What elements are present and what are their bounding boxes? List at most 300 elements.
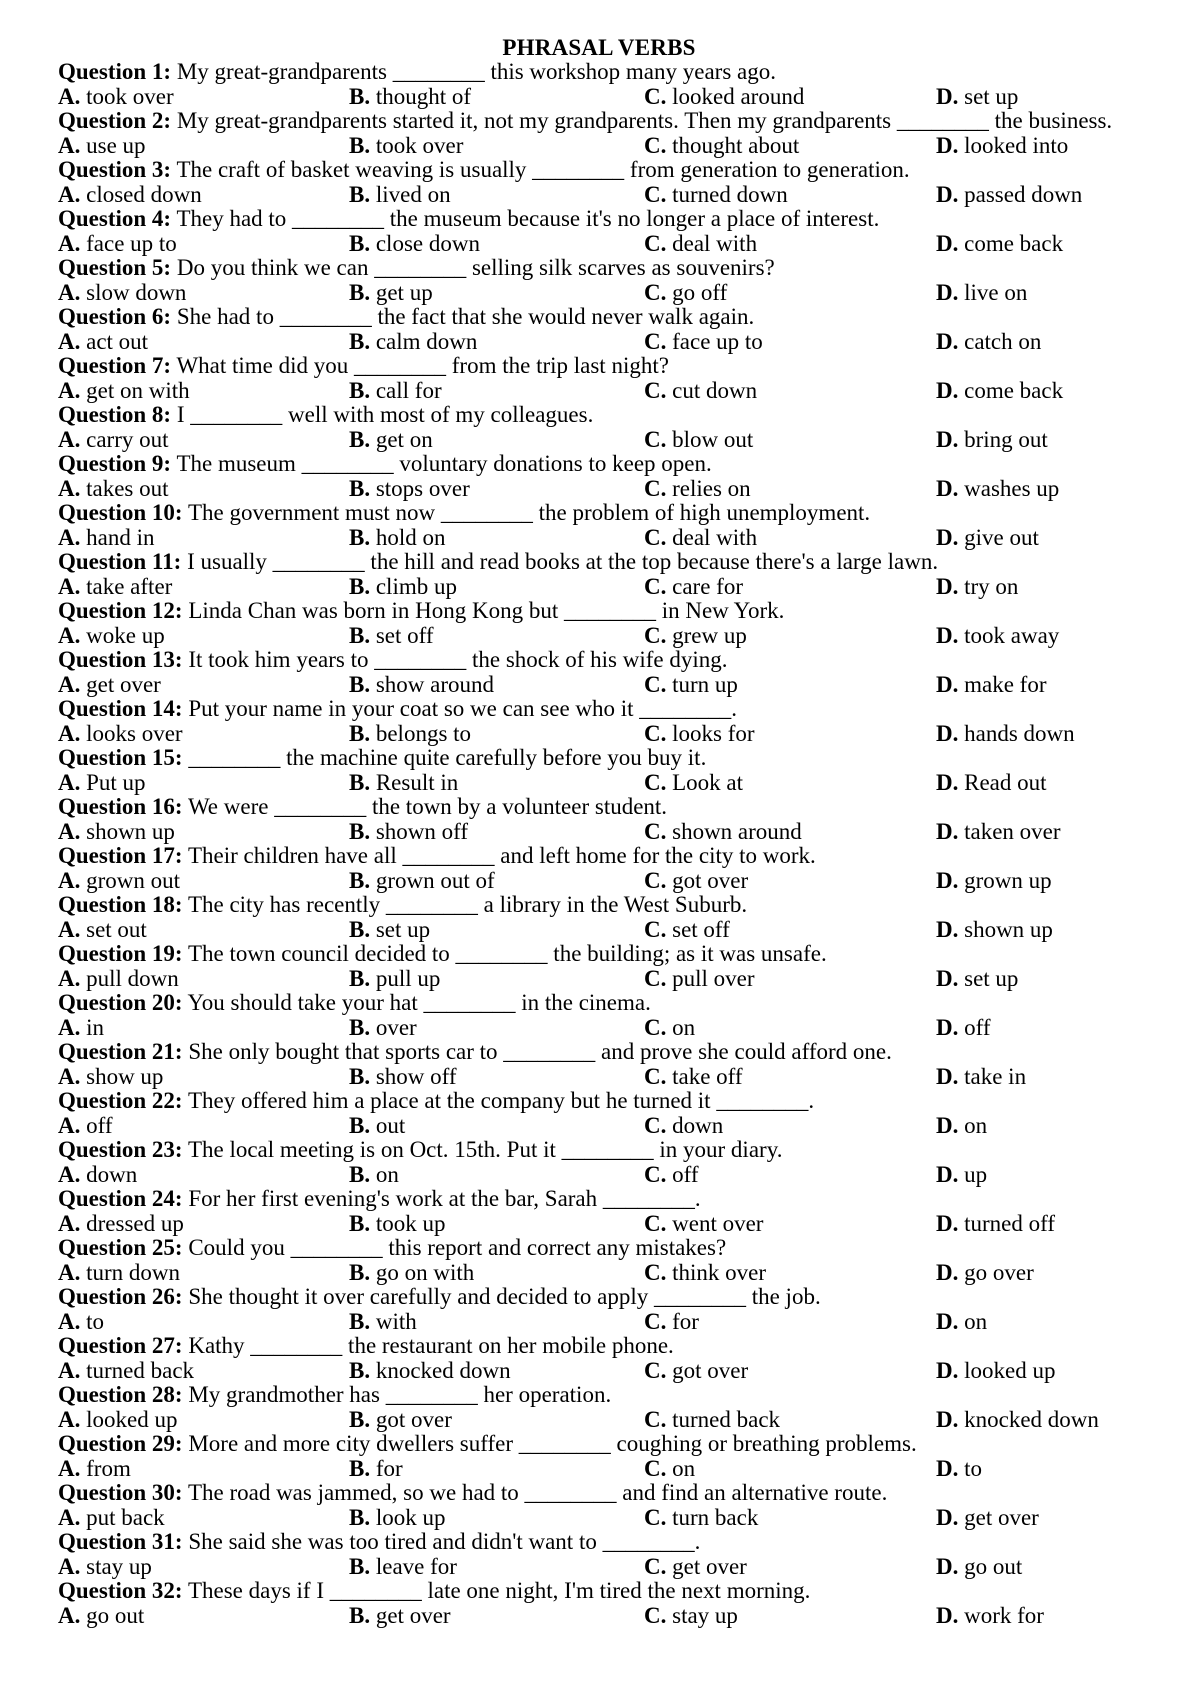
option-letter: B. (349, 867, 371, 893)
answer-options (58, 1212, 1140, 1237)
question-text: She had to ________ the fact that she would never walk again. (176, 304, 755, 329)
option-c (644, 1114, 723, 1139)
option-b (349, 330, 477, 355)
option-d (936, 1261, 1034, 1286)
option-text: took over (86, 83, 174, 109)
answer-options (58, 379, 1140, 404)
option-letter: A. (58, 181, 81, 207)
option-b (349, 1114, 405, 1139)
question-number: Question 17: (58, 843, 183, 868)
option-b (349, 918, 430, 943)
option-letter: A. (58, 1014, 81, 1040)
option-text: Look at (672, 769, 744, 795)
option-letter: A. (58, 279, 81, 305)
question-number: Question 32: (58, 1578, 183, 1603)
option-text: blow out (672, 426, 754, 452)
option-text: set up (375, 916, 431, 942)
option-text: grown out (86, 867, 181, 893)
option-letter: D. (936, 132, 959, 158)
option-d (936, 526, 1039, 551)
option-c (644, 1212, 763, 1237)
option-text: on (672, 1455, 696, 1481)
question-block (58, 207, 1140, 256)
option-a (58, 428, 169, 453)
option-a (58, 379, 190, 404)
option-d (936, 1114, 987, 1139)
option-text: call for (375, 377, 442, 403)
option-b (349, 1016, 417, 1041)
question-number: Question 26: (58, 1284, 183, 1309)
option-text: hands down (964, 720, 1075, 746)
question-block (58, 648, 1140, 697)
option-text: stay up (86, 1553, 152, 1579)
question-number: Question 22: (58, 1088, 183, 1113)
option-letter: D. (936, 1602, 959, 1628)
option-text: to (86, 1308, 105, 1334)
option-text: put back (86, 1504, 165, 1530)
option-b (349, 1065, 457, 1090)
option-text: get over (375, 1602, 451, 1628)
option-c (644, 918, 730, 943)
option-letter: B. (349, 1357, 371, 1383)
option-d (936, 575, 1018, 600)
option-b (349, 232, 480, 257)
option-text: set off (375, 622, 434, 648)
option-d (936, 1212, 1055, 1237)
option-letter: B. (349, 622, 371, 648)
option-letter: B. (349, 720, 371, 746)
option-text: catch on (964, 328, 1042, 354)
question-stem (58, 60, 1140, 85)
question-number: Question 24: (58, 1186, 183, 1211)
option-text: thought of (375, 83, 472, 109)
option-text: took away (964, 622, 1060, 648)
option-text: off (86, 1112, 113, 1138)
option-letter: A. (58, 573, 81, 599)
option-text: grown out of (375, 867, 495, 893)
option-letter: C. (644, 230, 667, 256)
question-text: The museum ________ voluntary donations to keep open. (176, 451, 712, 476)
option-letter: B. (349, 573, 371, 599)
question-number: Question 12: (58, 598, 183, 623)
option-c (644, 281, 727, 306)
option-text: carry out (86, 426, 169, 452)
option-letter: C. (644, 1504, 667, 1530)
option-letter: D. (936, 83, 959, 109)
option-text: turn back (672, 1504, 759, 1530)
question-number: Question 1: (58, 59, 172, 84)
option-letter: B. (349, 916, 371, 942)
question-text: They had to ________ the museum because it's no longer a place of interest. (176, 206, 880, 231)
option-letter: D. (936, 671, 959, 697)
option-letter: A. (58, 426, 81, 452)
option-text: went over (672, 1210, 764, 1236)
option-text: go out (964, 1553, 1023, 1579)
question-number: Question 7: (58, 353, 172, 378)
question-stem (58, 354, 1140, 379)
option-letter: A. (58, 377, 81, 403)
option-a (58, 820, 175, 845)
question-text: For her first evening's work at the bar, Sarah ________. (188, 1186, 701, 1211)
option-letter: C. (644, 965, 667, 991)
option-a (58, 918, 147, 943)
option-letter: C. (644, 671, 667, 697)
option-letter: B. (349, 475, 371, 501)
option-text: looked around (672, 83, 805, 109)
option-c (644, 869, 748, 894)
option-text: show around (375, 671, 495, 697)
option-b (349, 1457, 403, 1482)
option-text: in (86, 1014, 105, 1040)
option-text: got over (672, 867, 749, 893)
option-letter: B. (349, 1063, 371, 1089)
option-c (644, 1604, 738, 1629)
option-c (644, 673, 738, 698)
option-text: grew up (672, 622, 747, 648)
option-text: work for (964, 1602, 1044, 1628)
option-letter: B. (349, 279, 371, 305)
option-text: take after (86, 573, 173, 599)
option-letter: B. (349, 1014, 371, 1040)
option-letter: C. (644, 181, 667, 207)
question-text: She thought it over carefully and decided to apply ________ the job. (188, 1284, 821, 1309)
option-letter: B. (349, 1259, 371, 1285)
option-letter: B. (349, 769, 371, 795)
question-stem (58, 550, 1140, 575)
answer-options (58, 85, 1140, 110)
question-stem (58, 109, 1140, 134)
option-text: got over (672, 1357, 749, 1383)
option-a (58, 722, 183, 747)
option-a (58, 1506, 165, 1531)
question-block (58, 60, 1140, 109)
option-letter: B. (349, 1406, 371, 1432)
option-c (644, 1065, 743, 1090)
answer-options (58, 232, 1140, 257)
answer-options (58, 281, 1140, 306)
question-stem (58, 1187, 1140, 1212)
option-letter: C. (644, 867, 667, 893)
option-letter: B. (349, 377, 371, 403)
question-number: Question 19: (58, 941, 183, 966)
option-letter: C. (644, 622, 667, 648)
question-block (58, 1579, 1140, 1628)
question-text: My great-grandparents ________ this workshop many years ago. (176, 59, 776, 84)
option-d (936, 820, 1061, 845)
question-text: My grandmother has ________ her operation. (188, 1382, 612, 1407)
question-text: She said she was too tired and didn't want to ________. (188, 1529, 701, 1554)
option-text: get on with (86, 377, 190, 403)
question-text: My great-grandparents started it, not my grandparents. Then my grandparents ________ the business. (176, 108, 1113, 133)
question-block (58, 1138, 1140, 1187)
question-block (58, 844, 1140, 893)
option-text: with (375, 1308, 417, 1334)
option-b (349, 526, 445, 551)
option-b (349, 1163, 399, 1188)
option-a (58, 869, 180, 894)
question-number: Question 10: (58, 500, 183, 525)
option-letter: A. (58, 1602, 81, 1628)
question-text: Could you ________ this report and correct any mistakes? (188, 1235, 727, 1260)
option-text: pull up (375, 965, 441, 991)
option-text: out (375, 1112, 406, 1138)
option-c (644, 967, 755, 992)
question-stem (58, 746, 1140, 771)
option-c (644, 722, 755, 747)
option-letter: D. (936, 1455, 959, 1481)
option-text: passed down (964, 181, 1083, 207)
question-number: Question 2: (58, 108, 172, 133)
option-letter: A. (58, 867, 81, 893)
document-page (58, 36, 1140, 1628)
question-number: Question 16: (58, 794, 183, 819)
option-text: leave for (375, 1553, 457, 1579)
option-text: looks for (672, 720, 755, 746)
option-d (936, 967, 1018, 992)
option-letter: D. (936, 867, 959, 893)
question-block (58, 942, 1140, 991)
option-letter: B. (349, 818, 371, 844)
question-number: Question 23: (58, 1137, 183, 1162)
option-b (349, 134, 463, 159)
option-a (58, 1555, 152, 1580)
option-text: up (964, 1161, 988, 1187)
question-stem (58, 1236, 1140, 1261)
option-text: climb up (375, 573, 457, 599)
answer-options (58, 526, 1140, 551)
option-letter: D. (936, 230, 959, 256)
question-block (58, 1187, 1140, 1236)
option-d (936, 232, 1063, 257)
question-number: Question 31: (58, 1529, 183, 1554)
option-letter: A. (58, 1455, 81, 1481)
option-text: looked up (964, 1357, 1056, 1383)
question-stem (58, 1579, 1140, 1604)
question-stem (58, 256, 1140, 281)
question-number: Question 30: (58, 1480, 183, 1505)
option-text: got over (375, 1406, 452, 1432)
question-stem (58, 1040, 1140, 1065)
answer-options (58, 1604, 1140, 1629)
question-stem (58, 501, 1140, 526)
question-stem (58, 403, 1140, 428)
option-c (644, 428, 753, 453)
question-text: I ________ well with most of my colleagues. (176, 402, 594, 427)
option-text: from (86, 1455, 131, 1481)
question-stem (58, 207, 1140, 232)
option-a (58, 1261, 180, 1286)
option-text: Result in (375, 769, 459, 795)
option-b (349, 183, 451, 208)
option-text: down (86, 1161, 138, 1187)
question-block (58, 1432, 1140, 1481)
option-b (349, 869, 495, 894)
option-c (644, 85, 804, 110)
question-number: Question 4: (58, 206, 172, 231)
option-c (644, 624, 747, 649)
option-text: on (375, 1161, 399, 1187)
option-letter: A. (58, 1553, 81, 1579)
question-text: You should take your hat ________ in the cinema. (187, 990, 651, 1015)
option-d (936, 624, 1059, 649)
option-letter: D. (936, 475, 959, 501)
option-letter: A. (58, 1357, 81, 1383)
option-letter: D. (936, 1259, 959, 1285)
option-text: give out (964, 524, 1039, 550)
option-d (936, 869, 1052, 894)
question-block (58, 501, 1140, 550)
option-a (58, 281, 186, 306)
option-a (58, 183, 202, 208)
option-text: Read out (964, 769, 1047, 795)
option-text: turn down (86, 1259, 181, 1285)
option-d (936, 771, 1047, 796)
question-block (58, 305, 1140, 354)
option-letter: A. (58, 475, 81, 501)
option-d (936, 1408, 1099, 1433)
question-text: We were ________ the town by a volunteer student. (187, 794, 668, 819)
option-text: shown up (964, 916, 1053, 942)
option-d (936, 477, 1059, 502)
option-letter: B. (349, 1112, 371, 1138)
answer-options (58, 722, 1140, 747)
option-text: face up to (86, 230, 177, 256)
option-letter: C. (644, 83, 667, 109)
option-letter: D. (936, 1553, 959, 1579)
option-d (936, 1506, 1039, 1531)
option-letter: A. (58, 622, 81, 648)
question-block (58, 1530, 1140, 1579)
answer-options (58, 183, 1140, 208)
option-letter: B. (349, 1210, 371, 1236)
option-b (349, 281, 433, 306)
option-text: close down (375, 230, 480, 256)
question-block (58, 893, 1140, 942)
option-letter: A. (58, 1112, 81, 1138)
option-b (349, 1261, 474, 1286)
option-letter: D. (936, 524, 959, 550)
option-text: on (964, 1112, 988, 1138)
option-text: pull down (86, 965, 179, 991)
option-text: hand in (86, 524, 155, 550)
answer-options (58, 624, 1140, 649)
option-letter: D. (936, 1210, 959, 1236)
option-letter: C. (644, 328, 667, 354)
option-d (936, 918, 1053, 943)
question-stem (58, 1089, 1140, 1114)
option-text: knocked down (375, 1357, 511, 1383)
option-letter: B. (349, 181, 371, 207)
option-letter: A. (58, 328, 81, 354)
option-a (58, 624, 165, 649)
option-letter: A. (58, 1308, 81, 1334)
option-text: take in (964, 1063, 1027, 1089)
question-block (58, 550, 1140, 599)
option-text: on (964, 1308, 988, 1334)
option-c (644, 379, 757, 404)
question-block (58, 1334, 1140, 1383)
option-text: set out (86, 916, 147, 942)
question-text: The town council decided to ________ the building; as it was unsafe. (187, 941, 827, 966)
option-letter: D. (936, 1063, 959, 1089)
option-letter: A. (58, 1406, 81, 1432)
option-d (936, 85, 1018, 110)
option-letter: A. (58, 1063, 81, 1089)
option-letter: C. (644, 426, 667, 452)
option-d (936, 1457, 982, 1482)
option-c (644, 771, 743, 796)
question-text: Linda Chan was born in Hong Kong but ________ in New York. (188, 598, 785, 623)
option-d (936, 330, 1041, 355)
option-letter: C. (644, 1161, 667, 1187)
option-text: shown up (86, 818, 175, 844)
option-text: took up (375, 1210, 446, 1236)
option-c (644, 1506, 758, 1531)
option-a (58, 1604, 144, 1629)
option-letter: A. (58, 1161, 81, 1187)
question-block (58, 256, 1140, 305)
option-b (349, 771, 458, 796)
option-a (58, 1163, 137, 1188)
option-text: act out (86, 328, 149, 354)
option-letter: B. (349, 1553, 371, 1579)
option-letter: D. (936, 279, 959, 305)
question-number: Question 13: (58, 647, 183, 672)
question-stem (58, 1285, 1140, 1310)
option-text: relies on (672, 475, 751, 501)
option-letter: D. (936, 965, 959, 991)
answer-options (58, 918, 1140, 943)
option-b (349, 1506, 445, 1531)
answer-options (58, 1065, 1140, 1090)
option-d (936, 1310, 987, 1335)
option-d (936, 1359, 1055, 1384)
option-letter: C. (644, 377, 667, 403)
question-stem (58, 1383, 1140, 1408)
option-text: deal with (672, 230, 758, 256)
option-text: woke up (86, 622, 165, 648)
option-letter: A. (58, 1259, 81, 1285)
option-c (644, 1359, 748, 1384)
question-number: Question 15: (58, 745, 183, 770)
question-block (58, 403, 1140, 452)
option-b (349, 673, 494, 698)
question-block (58, 599, 1140, 648)
option-text: hold on (375, 524, 446, 550)
option-letter: A. (58, 524, 81, 550)
question-text: Their children have all ________ and left home for the city to work. (187, 843, 816, 868)
question-text: These days if I ________ late one night, I'm tired the next morning. (187, 1578, 811, 1603)
question-block (58, 1236, 1140, 1285)
option-letter: B. (349, 328, 371, 354)
option-c (644, 1163, 699, 1188)
option-c (644, 1408, 780, 1433)
option-text: stops over (375, 475, 470, 501)
option-letter: B. (349, 1161, 371, 1187)
option-letter: C. (644, 1063, 667, 1089)
question-stem (58, 305, 1140, 330)
option-letter: C. (644, 769, 667, 795)
option-b (349, 1359, 511, 1384)
option-text: bring out (964, 426, 1048, 452)
option-letter: D. (936, 916, 959, 942)
option-text: closed down (86, 181, 202, 207)
option-text: turned back (672, 1406, 781, 1432)
option-text: slow down (86, 279, 187, 305)
option-a (58, 1310, 104, 1335)
option-c (644, 330, 763, 355)
option-text: go off (672, 279, 728, 305)
